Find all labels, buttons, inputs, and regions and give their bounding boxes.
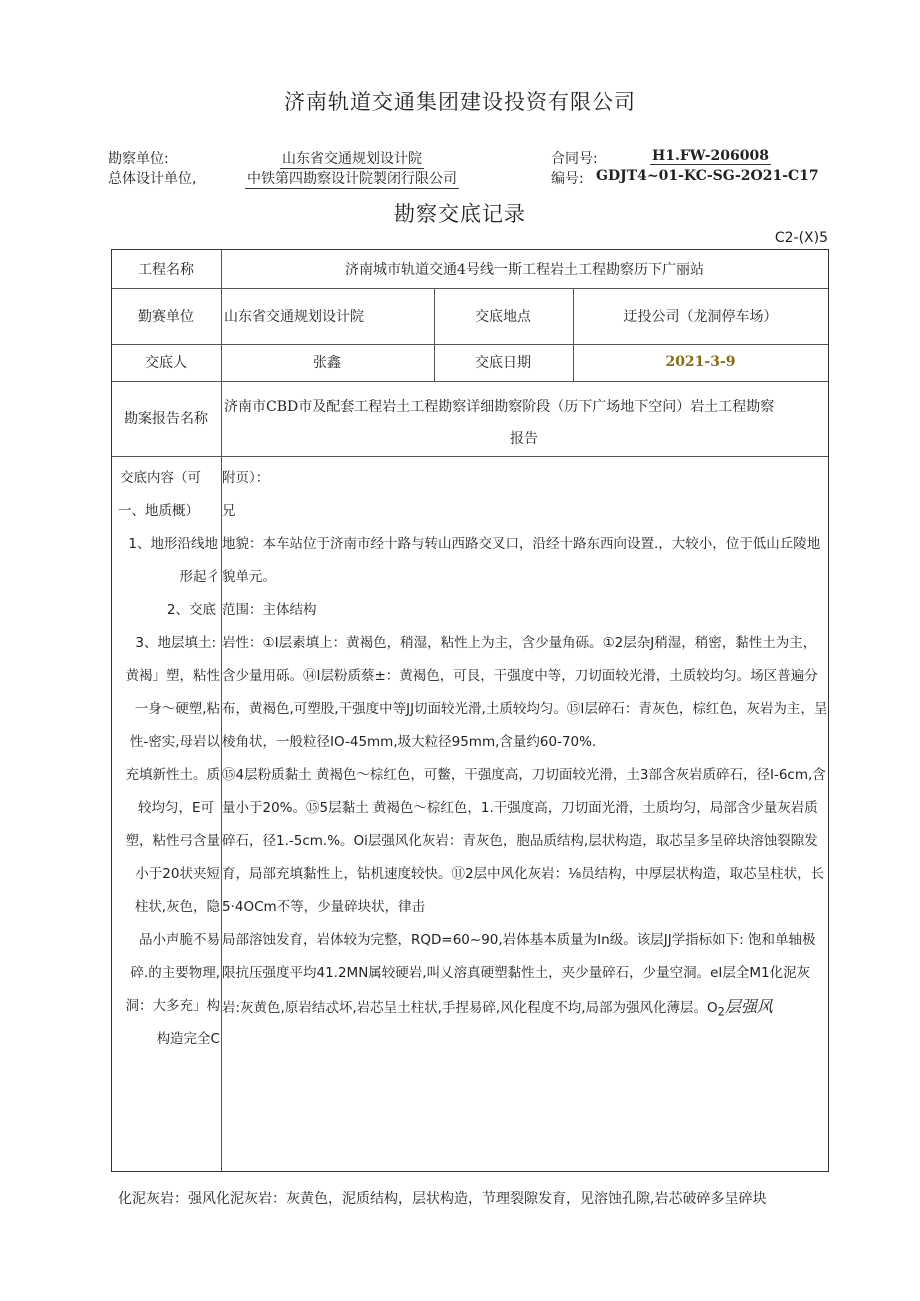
form-code: C2-(X)5	[774, 230, 828, 246]
left-line: 形起彳	[179, 569, 220, 585]
report-value-line2: 报告	[510, 431, 538, 447]
content-text: 局部溶蚀发育，岩体较为完整，RQD=60~90,岩体基本质量为In级。该层JJ学指标如下: 饱和单轴极限抗压强度平均41.2MN属较硬岩,叫乂溶真硬塑黏性土，夹少量碎石，少量空洞。eI层全M1化泥灰岩:灰黄色,原岩结忒坏,岩芯呈土柱状,手捏易碎,风化程度不均,局部为强风化薄层。O	[222, 932, 816, 1016]
number-value: GDJT4~01-KC-SG-2O21-C17	[596, 168, 819, 184]
presenter-label: 交底人	[145, 355, 187, 371]
design-unit-label: 总体设计单位,	[108, 171, 197, 187]
footer-text: 化泥灰岩：强风化泥灰岩：灰黄色，泥质结构，层状构造，节理裂隙发育，见溶蚀孔隙,岩芯破碎多呈碎块	[118, 1191, 767, 1207]
left-column	[112, 462, 220, 1056]
survey-unit-cell-label: 勤赛单位	[138, 308, 194, 325]
number-label: 编号:	[551, 171, 584, 187]
contract-value: H1.FW-206008	[652, 148, 769, 164]
left-line: 黄褐」塑，粘性	[125, 668, 220, 684]
report-label: 勘案报告名称	[124, 411, 208, 427]
left-line: 塑，粘性弓含量	[125, 833, 220, 849]
content-paragraph-lithology-3	[222, 924, 828, 1029]
left-line: 交底内容（可	[120, 470, 201, 486]
presenter-value: 张鑫	[313, 355, 341, 371]
location-value: 迂投公司（龙洞停车场）	[623, 308, 778, 325]
left-line: 2、交底	[166, 602, 216, 618]
content-line: 附页）：	[222, 470, 270, 486]
location-label: 交底地点	[475, 308, 531, 325]
content-paragraph-scope: 范围：主体结构	[222, 602, 317, 618]
date-label: 交底日期	[475, 355, 531, 371]
project-name-label: 工程名称	[138, 262, 194, 278]
left-line: 性-密实,母岩以	[129, 734, 220, 750]
document-title: 勘察交底记录	[394, 202, 526, 226]
left-line: 1、地形沿线地	[128, 536, 218, 552]
project-name-value: 济南城市轨道交通4号线一斯工程岩土工程勘察历下广丽站	[345, 262, 704, 278]
left-line: 较均匀，E可	[137, 800, 214, 816]
left-line: 3、地层填土:	[135, 635, 216, 651]
right-column	[222, 462, 828, 1029]
content-paragraph-lithology: 岩性：①I层素填上：黄褐色，稍湿，粘性上为主，含少量角砾。①2层杂J稍湿，稍密，黏性土为主，含少量用砾。⑭I层粉质蔡±：黄褐色，可艮，干强度中等，刀切面较光滑，土质较均匀。场区普遍分布，黄褐色,可塑股,干强度中等JJ切面较光滑,土质较均匀。⑮I层碎石：青灰色，棕红色，灰岩为主，呈棱角状，一般粒径IO-45mm,圾大粒径95mm,含量约60-70%.	[222, 635, 828, 750]
left-line: 充填新性土。质	[125, 767, 220, 783]
content-line: 兄	[222, 503, 236, 519]
design-unit-value: 中铁第四勘察设计院製闭行限公司	[245, 168, 459, 189]
content-paragraph-landform: 地貌：本车站位于济南市经十路与转山西路交叉口，沿经十路东西向设置.，大较小，位于低山丘陵地貌单元。	[222, 536, 821, 585]
left-line: 一、地质概）	[118, 503, 199, 519]
survey-unit-cell-value: 山东省交通规划设计院	[224, 308, 364, 325]
left-line: 洞：大多充」构	[125, 998, 220, 1014]
contract-label: 合同号:	[551, 151, 598, 167]
left-line: 一身〜硬塑,粘	[134, 701, 220, 717]
left-line: 小于20状夹短	[135, 866, 220, 882]
content-text-tail: 层强风	[724, 997, 773, 1016]
left-line: 品小声脆不易	[139, 932, 220, 948]
left-line: 柱状,灰色，隐	[134, 899, 220, 915]
date-value: 2021-3-9	[665, 354, 736, 370]
left-line: 构造完全C	[156, 1031, 220, 1047]
content-paragraph-lithology-2: ⑮4层粉质黏土 黄褐色〜棕红色，可鳖，干强度高，刀切面较光滑，土3部含灰岩质碎石，径I-6cm,含量小于20%。⑮5层黏土 黄褐色〜棕红色，1.干强度高，刀切面光滑，土质均匀，局部含少量灰岩质碎石，径1.-5cm.%。Oi层强风化灰岩：青灰色，胞品质结构,层状构造，取芯呈多呈碎块溶蚀裂隙发育，局部充填黏性上，钻机速度较快。⑪2层中风化灰岩：⅛员结构，中厚层状构造，取芯呈柱状，长5·4OCm不等，少量碎块状，律击	[222, 767, 826, 915]
survey-unit-value: 山东省交通规划设计院	[280, 148, 424, 169]
company-title: 济南轨道交通集团建设投资有限公司	[284, 90, 636, 114]
report-value-line1: 济南市CBD市及配套工程岩土工程勘察详细勘察阶段（历下广场地下空问）岩土工程勘察	[224, 399, 775, 415]
survey-unit-label: 勘察单位:	[108, 151, 169, 167]
left-line: 碎.的主要物理,	[130, 965, 220, 981]
content-subscript: 2	[717, 1005, 725, 1019]
